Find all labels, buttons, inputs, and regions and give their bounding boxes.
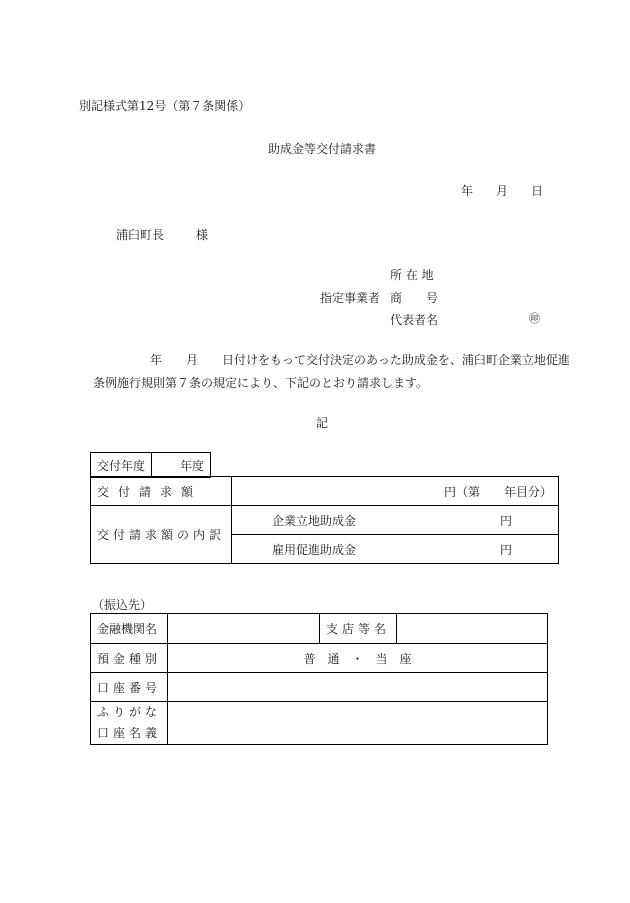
- deposit-type-label: [91, 644, 168, 673]
- account-holder-value: [168, 702, 548, 745]
- form-number-label: 別記様式第12号（第７条関係）: [79, 99, 251, 113]
- body-line-2: 条例施行規則第７条の規定により、下記のとおり請求します。: [93, 376, 429, 390]
- breakdown-label: [91, 506, 232, 564]
- addressee-name: 浦臼町長: [116, 228, 165, 242]
- furigana-label: ふりがな: [97, 705, 162, 719]
- seal-mark: ㊞: [529, 312, 540, 325]
- address-label: 所 在 地: [390, 268, 434, 282]
- breakdown-item-2-name: 雇用促進助成金: [272, 542, 357, 557]
- breakdown-item-1-name: 企業立地助成金: [272, 513, 357, 528]
- trade-name-label: 商 号: [390, 291, 439, 305]
- branch-name-label-text: 支店等名: [326, 622, 391, 636]
- fiscal-year-table: [90, 452, 211, 478]
- fiscal-year-label: 交付年度: [91, 453, 152, 478]
- date-year: 年: [461, 184, 474, 198]
- branch-name-value: [397, 614, 548, 644]
- document-title: 助成金等交付請求書: [268, 142, 377, 156]
- account-holder-label: [91, 702, 168, 745]
- breakdown-item-2: [232, 535, 559, 564]
- deposit-type-label-text: 預金種別: [97, 651, 162, 666]
- branch-name-label: [320, 614, 397, 644]
- bank-name-value: [168, 614, 320, 644]
- ki-heading: 記: [316, 416, 329, 430]
- transfer-heading: （振込先）: [92, 598, 153, 612]
- breakdown-label-text: 交付請求額の内訳: [97, 528, 226, 542]
- date-day: 日: [531, 184, 544, 198]
- addressee-honorific: 様: [196, 228, 209, 242]
- account-number-label-text: 口座番号: [97, 680, 162, 695]
- request-amount-label: [91, 477, 232, 506]
- designated-business-label: 指定事業者: [320, 291, 381, 305]
- representative-label: 代表者名: [390, 313, 439, 327]
- breakdown-item-2-unit: 円: [500, 542, 513, 557]
- breakdown-item-1-unit: 円: [500, 513, 513, 528]
- bank-name-label: 金融機関名: [91, 614, 168, 644]
- transfer-table: [90, 613, 548, 745]
- request-amount-label-text: 交付請求額: [97, 484, 203, 499]
- fiscal-year-unit: 年度: [152, 453, 211, 478]
- breakdown-item-1: [232, 506, 559, 535]
- request-amount-table: [90, 476, 559, 564]
- account-number-value: [168, 673, 548, 702]
- request-amount-value: 円（第 年目分）: [232, 477, 559, 506]
- account-number-label: [91, 673, 168, 702]
- deposit-type-value: 普 通 ・ 当 座: [168, 644, 548, 673]
- date-month: 月: [496, 184, 509, 198]
- body-line-1: 年 月 日付けをもって交付決定のあった助成金を、浦臼町企業立地促進: [150, 353, 570, 367]
- account-holder-label-text: 口座名義: [97, 726, 162, 740]
